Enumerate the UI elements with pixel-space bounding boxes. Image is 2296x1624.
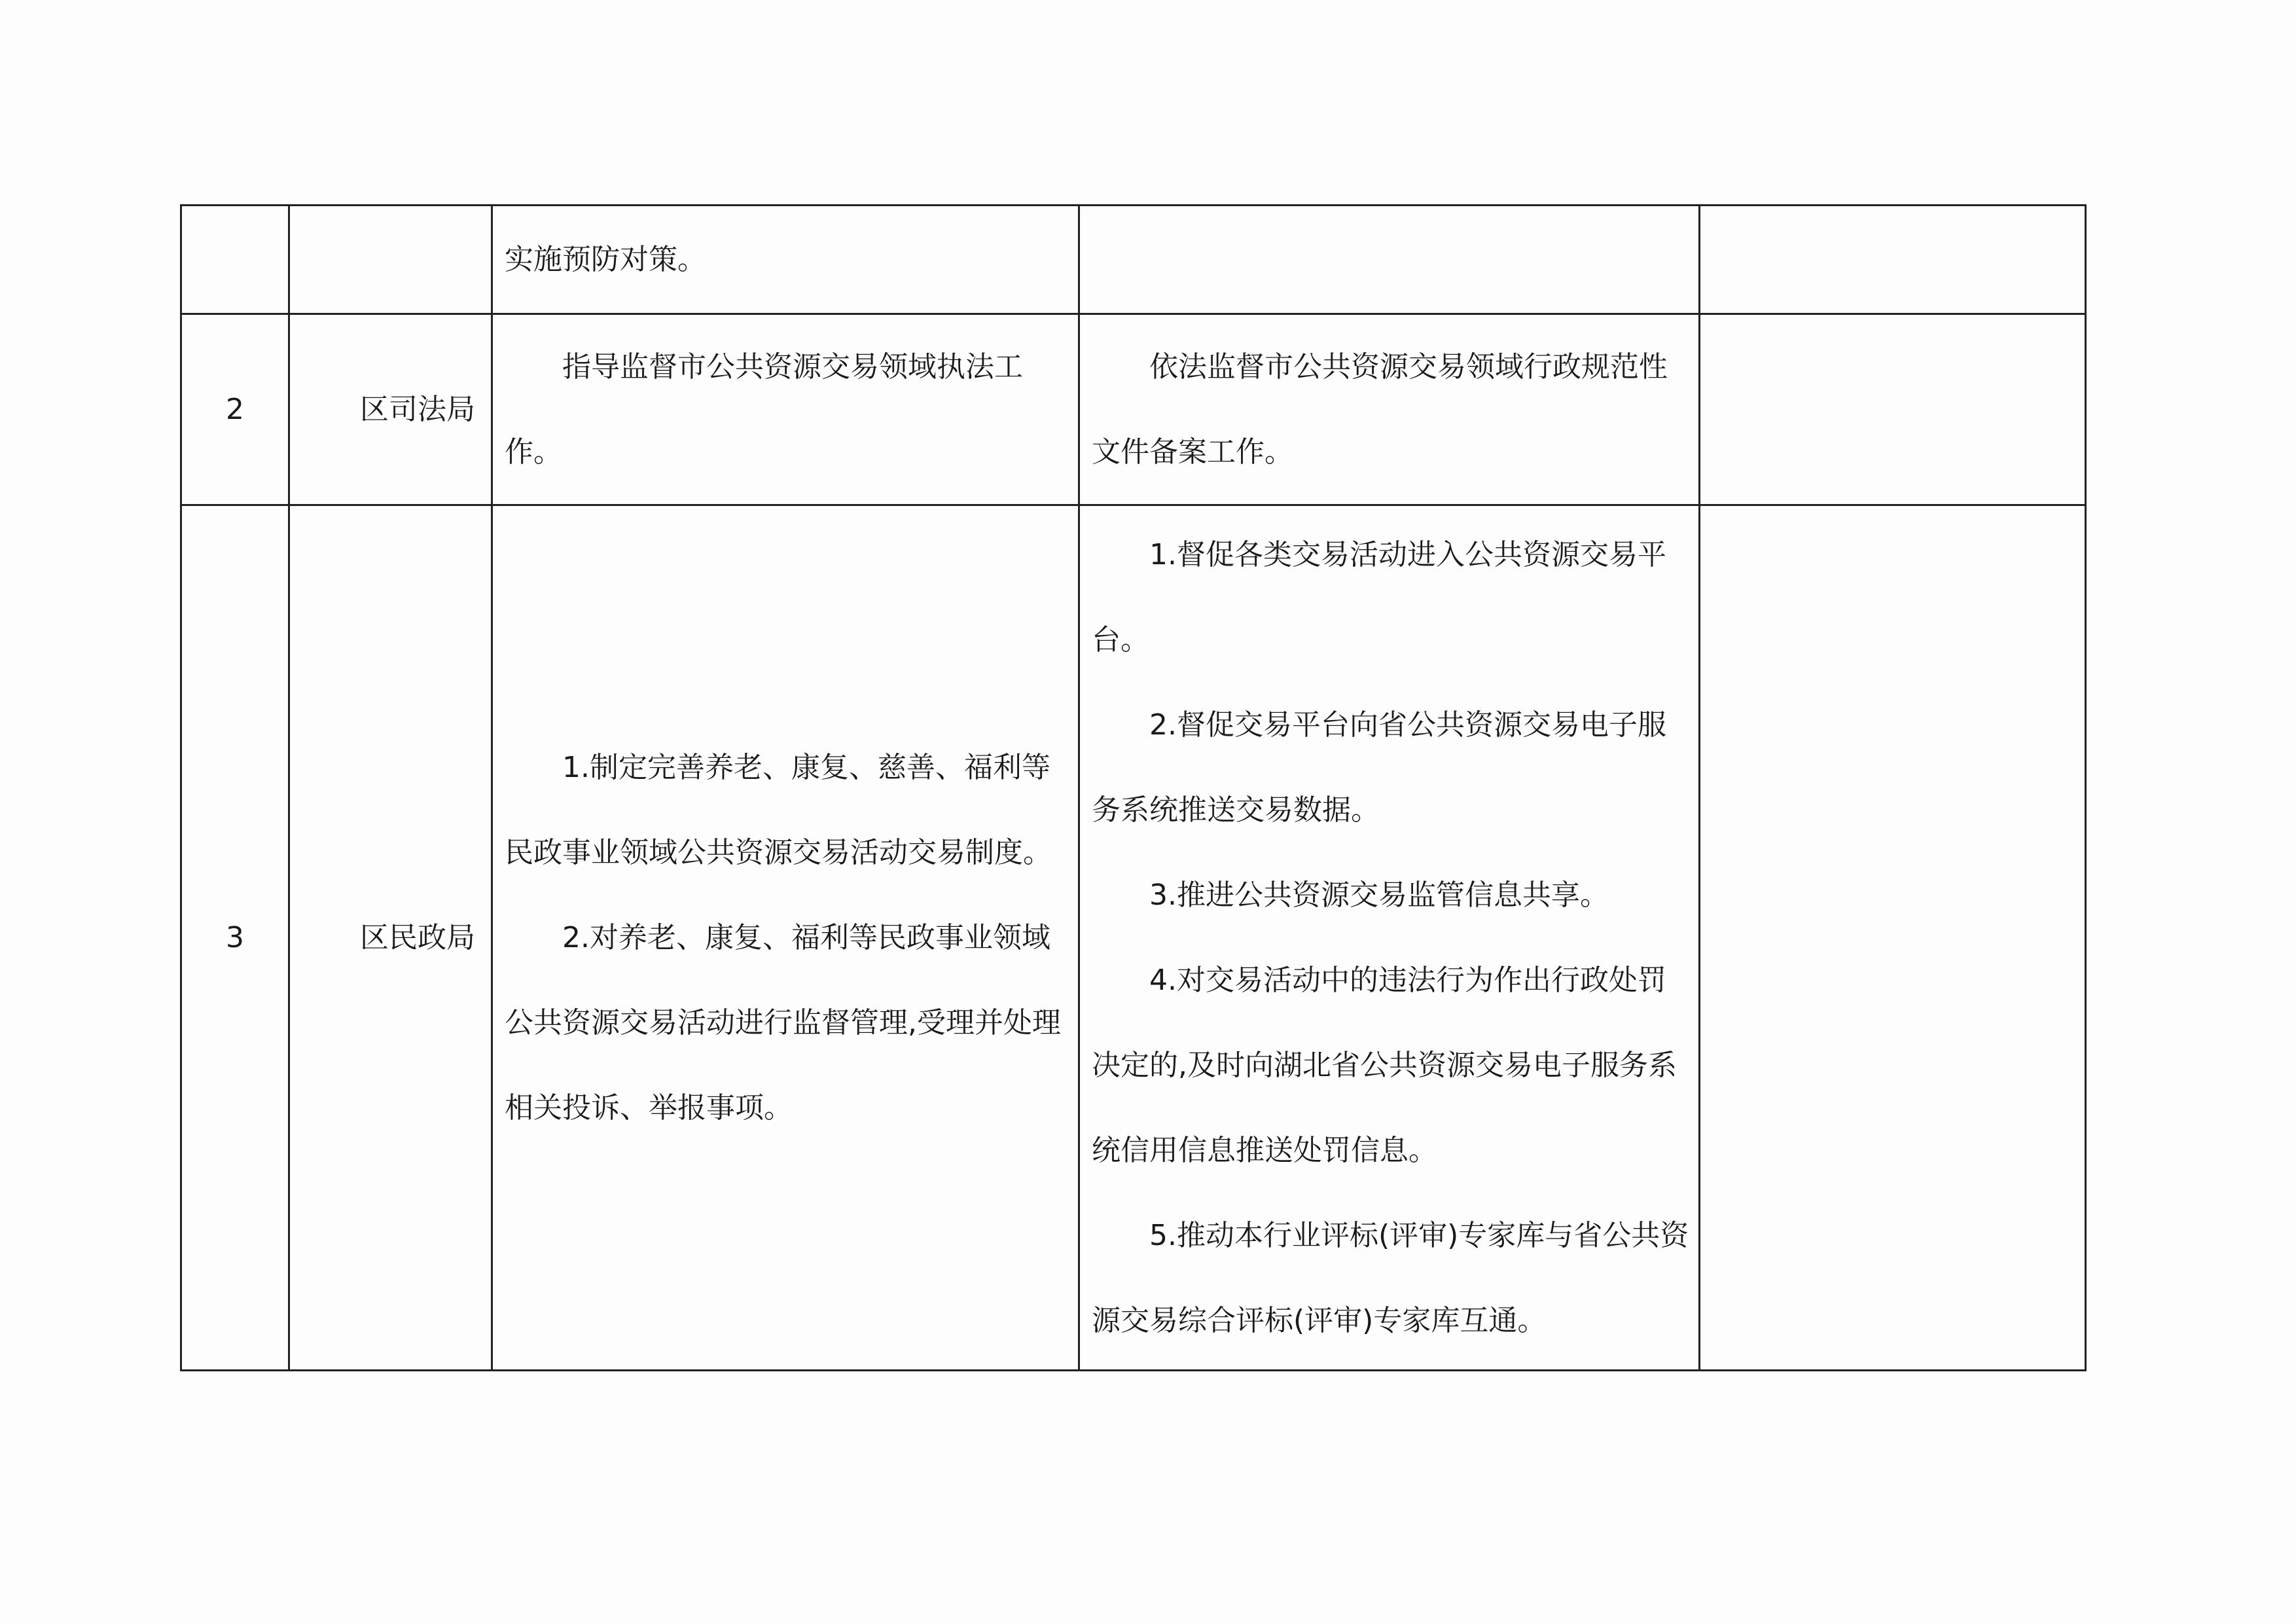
- responsibility-paragraph: 1.制定完善养老、康复、慈善、福利等民政事业领域公共资源交易活动交易制度。: [505, 750, 1052, 869]
- responsibility-paragraph: 2.对养老、康复、福利等民政事业领域公共资源交易活动进行监督管理,受理并处理相关投诉、举报事项。: [505, 920, 1061, 1125]
- responsibility-paragraph: 指导监督市公共资源交易领域执法工作。: [505, 350, 1023, 469]
- department-cell: [289, 206, 492, 314]
- responsibility-cell: [492, 505, 1079, 1371]
- supervision-paragraph: 4.对交易活动中的违法行为作出行政处罚决定的,及时向湖北省公共资源交易电子服务系统信用信息推送处罚信息。: [1092, 963, 1677, 1167]
- row-number-cell: [181, 206, 289, 314]
- supervision-paragraph: 依法监督市公共资源交易领域行政规范性文件备案工作。: [1092, 350, 1668, 469]
- responsibility-paragraph: 实施预防对策。: [505, 242, 706, 276]
- row-number-cell: 2: [181, 314, 289, 505]
- responsibility-cell: [492, 206, 1079, 314]
- responsibility-cell: [492, 314, 1079, 505]
- department-cell: 区司法局: [289, 314, 492, 505]
- remark-cell: [1700, 505, 2086, 1371]
- table-row: [181, 314, 2086, 505]
- remark-cell: [1700, 314, 2086, 505]
- supervision-paragraph: 2.督促交易平台向省公共资源交易电子服务系统推送交易数据。: [1092, 708, 1666, 827]
- responsibility-table: [180, 204, 2087, 1371]
- supervision-paragraph: 5.推动本行业评标(评审)专家库与省公共资源交易综合评标(评审)专家库互通。: [1092, 1218, 1689, 1337]
- department-cell: 区民政局: [289, 505, 492, 1371]
- row-number-cell: 3: [181, 505, 289, 1371]
- supervision-cell: [1079, 505, 1700, 1371]
- table-row: [181, 206, 2086, 314]
- remark-cell: [1700, 206, 2086, 314]
- supervision-paragraph: 1.督促各类交易活动进入公共资源交易平台。: [1092, 537, 1666, 657]
- supervision-cell: [1079, 206, 1700, 314]
- supervision-cell: [1079, 314, 1700, 505]
- table-row: [181, 505, 2086, 1371]
- supervision-paragraph: 3.推进公共资源交易监管信息共享。: [1149, 878, 1609, 912]
